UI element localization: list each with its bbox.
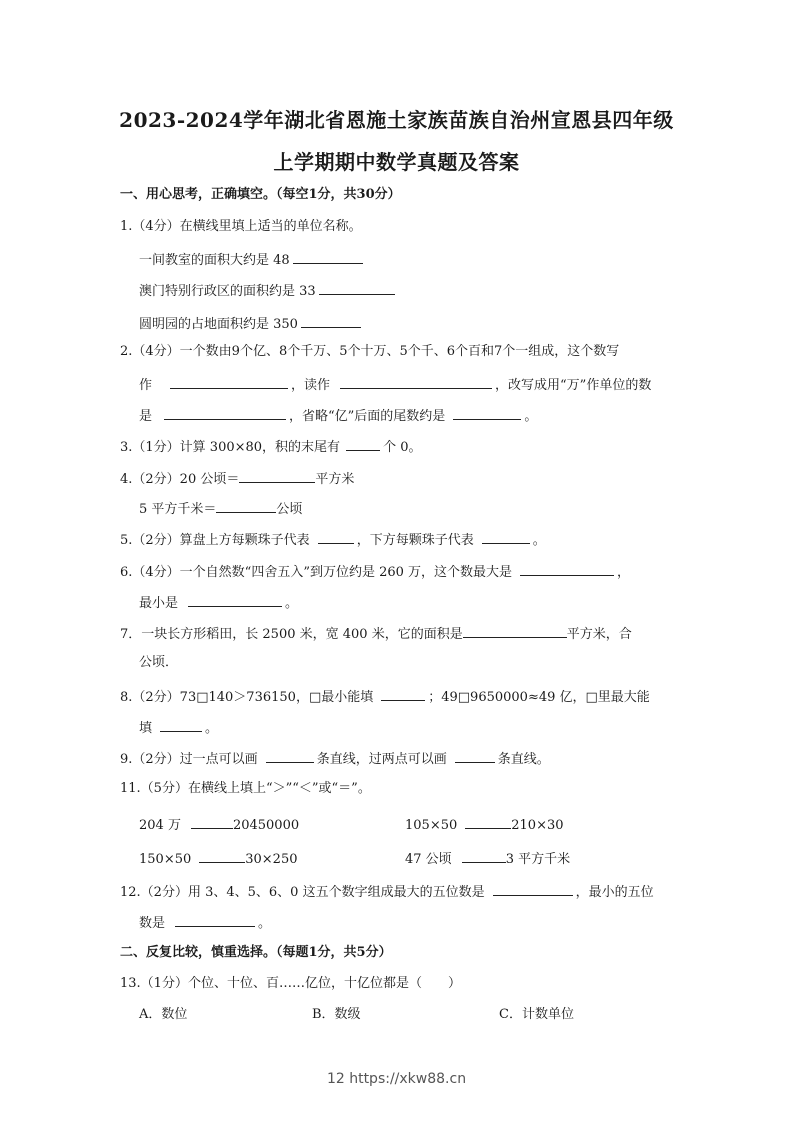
question-6-text: 6.（4分）一个自然数“四舍五入”到万位约是 260 万，这个数最大是 [120, 565, 513, 580]
answer-blank[interactable] [191, 814, 233, 829]
question-7-line-2: 公顷． [139, 655, 179, 670]
question-2-text: ，读作 [291, 378, 331, 393]
question-11-row-1-right [405, 814, 564, 835]
answer-blank[interactable] [453, 405, 521, 420]
question-12-text: 数是 [139, 916, 166, 931]
answer-blank[interactable] [293, 249, 363, 264]
question-9-text: 条直线，过两点可以画 [316, 752, 447, 767]
question-12-line-2 [139, 912, 271, 933]
question-7-text: 7．一块长方形稻田，长 2500 米，宽 400 米，它的面积是 [120, 627, 463, 642]
question-1b-text: 澳门特别行政区的面积约是 33 [139, 284, 316, 299]
question-2-text: ，省略“亿”后面的尾数约是 [289, 409, 446, 424]
answer-blank[interactable] [175, 912, 255, 927]
question-11-row-2-right [405, 848, 570, 869]
question-5-text: ，下方每颗珠子代表 [356, 533, 474, 548]
question-2-text: 是 [139, 409, 153, 424]
question-4-text: 公顷 [276, 502, 303, 517]
question-3-text: 3.（1分）计算 300×80，积的末尾有 [120, 440, 341, 455]
answer-blank[interactable] [160, 717, 202, 732]
question-11-text: 210×30 [511, 818, 564, 833]
answer-blank[interactable] [520, 561, 614, 576]
question-4-line-2 [139, 498, 302, 519]
question-6-line-1 [120, 561, 630, 582]
question-5-text: 。 [532, 533, 546, 548]
question-5-text: 5.（2分）算盘上方每颗珠子代表 [120, 533, 310, 548]
question-11-text: 105×50 [405, 818, 458, 833]
answer-blank[interactable] [482, 529, 530, 544]
answer-blank[interactable] [301, 313, 361, 328]
question-11-row-1-left [139, 814, 299, 835]
answer-blank[interactable] [465, 814, 511, 829]
question-6-text: 最小是 [139, 596, 179, 611]
question-12-line-1 [120, 881, 654, 902]
section-1-heading: 一、用心思考，正确填空。（每空1分，共30分） [120, 187, 401, 202]
question-1a [139, 249, 366, 270]
question-1a-text: 一间教室的面积大约是 48 [139, 253, 290, 268]
page-title-line-2: 上学期期中数学真题及答案 [273, 150, 520, 174]
question-4-text: 平方米 [315, 472, 355, 487]
question-11-row-2-left [139, 848, 298, 869]
option-c[interactable]: C．计数单位 [499, 1007, 574, 1022]
option-b[interactable]: B．数级 [312, 1007, 361, 1022]
option-a[interactable]: A．数位 [139, 1007, 188, 1022]
answer-blank[interactable] [216, 498, 276, 513]
question-8-line-1 [120, 686, 650, 707]
question-4-text: 5 平方千米＝ [139, 502, 217, 517]
answer-blank[interactable] [170, 374, 288, 389]
answer-blank[interactable] [493, 881, 573, 896]
question-8-text: ；49□9650000≈49 亿，□里最大能 [428, 690, 650, 705]
question-5 [120, 529, 546, 550]
question-4-line-1 [120, 468, 354, 489]
answer-blank[interactable] [381, 686, 425, 701]
question-11-text: 204 万 [139, 818, 181, 833]
question-11-text: 20450000 [232, 818, 300, 833]
section-2-heading: 二、反复比较，慎重选择。（每题1分，共5分） [120, 945, 392, 960]
question-6-line-2 [139, 592, 298, 613]
question-13-stem: 13.（1分）个位、十位、百……亿位，十亿位都是（ ） [120, 976, 461, 991]
question-9-text: 9.（2分）过一点可以画 [120, 752, 258, 767]
question-2-text: 作 [139, 378, 153, 393]
page-title-line-1: 2023-2024学年湖北省恩施土家族苗族自治州宣恩县四年级 [119, 108, 674, 132]
question-8-text: 填 [139, 721, 153, 736]
question-9 [120, 748, 550, 769]
answer-blank[interactable] [462, 848, 506, 863]
answer-blank[interactable] [239, 468, 315, 483]
question-11-stem: 11.（5分）在横线上填上“＞”“＜”或“＝”。 [120, 781, 371, 796]
question-4-text: 4.（2分）20 公顷＝ [120, 472, 240, 487]
answer-blank[interactable] [463, 623, 567, 638]
question-12-text: 。 [258, 916, 272, 931]
question-7-text: 平方米，合 [566, 627, 632, 642]
answer-blank[interactable] [455, 748, 495, 763]
question-8-text: 8.（2分）73□140＞736150，□最小能填 [120, 690, 374, 705]
question-6-text: ， [617, 565, 631, 580]
question-3 [120, 436, 421, 457]
question-6-text: 。 [285, 596, 299, 611]
question-8-line-2 [139, 717, 218, 738]
question-1-stem: 1.（4分）在横线里填上适当的单位名称。 [120, 219, 362, 234]
answer-blank[interactable] [164, 405, 286, 420]
question-8-text: 。 [205, 721, 219, 736]
question-11-text: 47 公顷 [405, 852, 452, 867]
question-11-text: 30×250 [245, 852, 298, 867]
question-12-text: 12.（2分）用 3、4、5、6、0 这五个数字组成最大的五位数是 [120, 885, 485, 900]
question-3-text: 个 0。 [383, 440, 422, 455]
answer-blank[interactable] [319, 280, 395, 295]
answer-blank[interactable] [340, 374, 492, 389]
answer-blank[interactable] [266, 748, 314, 763]
question-1b [139, 280, 398, 301]
answer-blank[interactable] [346, 436, 380, 451]
question-9-text: 条直线。 [497, 752, 550, 767]
question-2-line-2 [139, 374, 651, 395]
answer-blank[interactable] [318, 529, 354, 544]
question-12-text: ，最小的五位 [575, 885, 654, 900]
answer-blank[interactable] [199, 848, 245, 863]
question-2-line-3 [139, 405, 537, 426]
question-2-line-1: 2.（4分）一个数由9个亿、8个千万、5个十万、5个千、6个百和7个一组成，这个数写 [120, 344, 620, 359]
question-11-text: 3 平方千米 [505, 852, 571, 867]
page-footer: 12 https://xkw88.cn [326, 1071, 467, 1087]
question-1c [139, 313, 364, 334]
question-11-text: 150×50 [139, 852, 192, 867]
question-2-text: ，改写成用“万”作单位的数 [495, 378, 652, 393]
question-1c-text: 圆明园的占地面积约是 350 [139, 317, 298, 332]
question-7-line-1 [120, 623, 632, 644]
answer-blank[interactable] [188, 592, 282, 607]
question-2-text: 。 [524, 409, 538, 424]
